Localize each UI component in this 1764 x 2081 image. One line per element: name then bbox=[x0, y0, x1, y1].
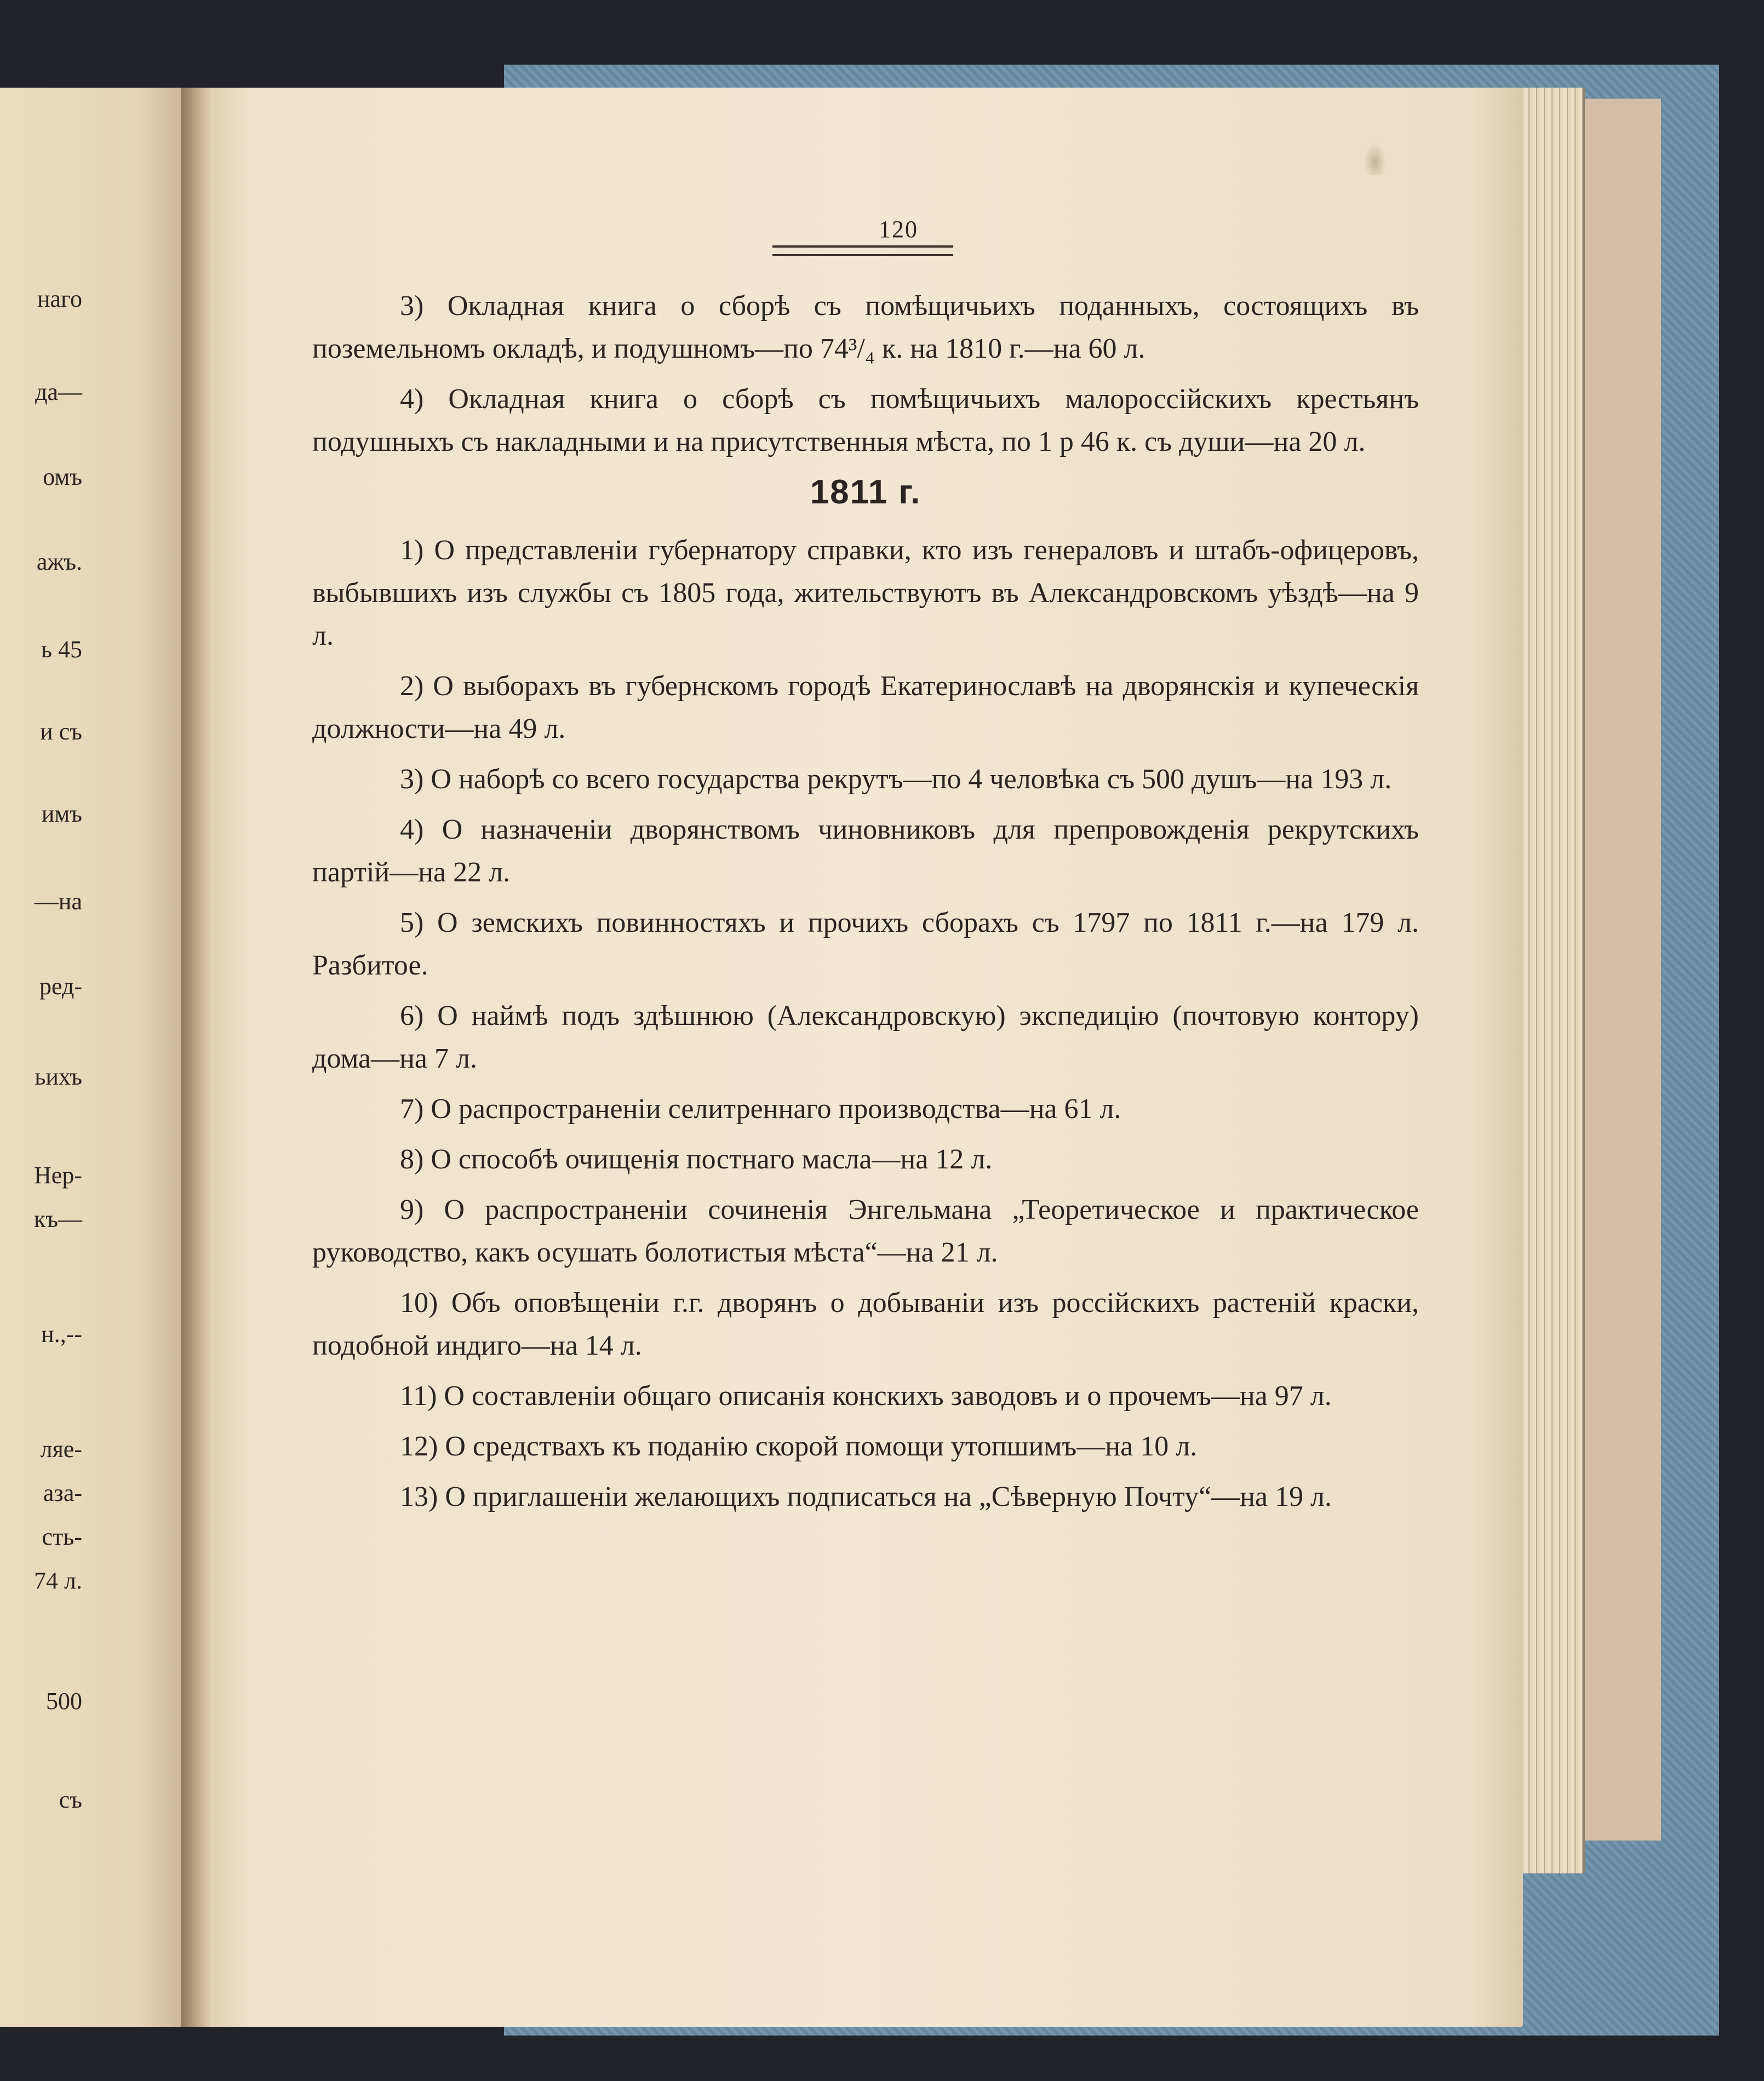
left-line: сть- bbox=[42, 1523, 82, 1550]
book-back-cover bbox=[1578, 99, 1661, 1841]
year-heading: 1811 г. bbox=[810, 473, 921, 511]
paragraph: 13) О приглашеніи желающихъ подписаться на „Сѣверную Почту“—на 19 л. bbox=[400, 1481, 1332, 1512]
left-line: да— bbox=[35, 379, 82, 405]
paragraph: 12) О средствахъ къ поданію скорой помощи утопшимъ—на 10 л. bbox=[400, 1431, 1198, 1462]
paragraph: 5) О земскихъ повинностяхъ и прочихъ сборахъ съ 1797 по 1811 г.—на 179 л. Разбитое. bbox=[312, 907, 1419, 981]
page-edges bbox=[1517, 88, 1585, 1873]
paragraph: 7) О распространеніи селитреннаго производства—на 61 л. bbox=[400, 1093, 1121, 1125]
left-line: аза- bbox=[43, 1480, 82, 1506]
paragraph: 6) О наймѣ подъ здѣшнюю (Александровскую) экспедицію (почтовую контору) дома—на 7 л. bbox=[312, 1000, 1419, 1074]
left-line: н.,-- bbox=[41, 1321, 82, 1348]
left-page bbox=[0, 88, 197, 2027]
left-line: ь 45 bbox=[41, 636, 82, 663]
left-line: ред- bbox=[39, 973, 82, 1000]
left-line: 500 bbox=[46, 1688, 82, 1715]
paragraph: 4) О назначеніи дворянствомъ чиновниковъ для препровожденія рекрутскихъ партій—на 22 л. bbox=[312, 814, 1419, 888]
paragraph: 10) Объ оповѣщеніи г.г. дворянъ о добываніи изъ россійскихъ растеній краски, подобной индиго—на 14 л. bbox=[312, 1287, 1419, 1361]
paragraph: 1) О представленіи губернатору справки, кто изъ генераловъ и штабъ-офицеровъ, выбывшихъ изъ службы съ 1805 года, жительствуютъ въ Александровскомъ уѣздѣ—на 9 л. bbox=[312, 535, 1419, 651]
page-number-rule bbox=[772, 245, 953, 256]
paragraph: 3) О наборѣ со всего государства рекрутъ—по 4 человѣка съ 500 душъ—на 193 л. bbox=[400, 764, 1392, 795]
page-body bbox=[312, 285, 1419, 1526]
left-line: ажъ. bbox=[36, 548, 82, 575]
left-line: 74 л. bbox=[34, 1567, 82, 1594]
paragraph: 9) О распространеніи сочиненія Энгельмана „Теоретическое и практическое руководство, какъ осушать болотистыя мѣста“—на 21 л. bbox=[312, 1194, 1419, 1268]
left-line: омъ bbox=[43, 463, 82, 490]
page-number: 120 bbox=[879, 216, 918, 243]
left-line: съ bbox=[59, 1786, 82, 1813]
paragraph: 11) О составленіи общаго описанія конскихъ заводовъ и о прочемъ—на 97 л. bbox=[400, 1380, 1332, 1412]
left-line: къ— bbox=[33, 1206, 82, 1232]
paragraph: 8) О способѣ очищенія постнаго масла—на 12 л. bbox=[400, 1144, 993, 1175]
stain-mark-icon bbox=[1364, 142, 1386, 175]
book-gutter bbox=[181, 88, 214, 2027]
left-line: ьихъ bbox=[35, 1063, 82, 1090]
paragraph: 4) Окладная книга о сборѣ съ помѣщичьихъ малороссійскихъ крестьянъ подушныхъ съ накладными и на присутственныя мѣста, по 1 р 46 к. съ души—на 20 л. bbox=[312, 383, 1419, 457]
left-line: ляе- bbox=[40, 1436, 82, 1463]
paragraph: 3) Окладная книга о сборѣ съ помѣщичьихъ поданныхъ, состоящихъ въ поземельномъ окладѣ, и подушномъ—по 74³/₄ к. на 1810 г.—на 60 л. bbox=[312, 290, 1419, 364]
left-line: имъ bbox=[41, 800, 82, 827]
left-line: наго bbox=[37, 285, 82, 312]
left-line: —на bbox=[34, 888, 82, 915]
left-line: и съ bbox=[40, 718, 82, 745]
paragraph: 2) О выборахъ въ губернскомъ городѣ Екатеринославѣ на дворянскія и купеческія должности—на 49 л. bbox=[312, 670, 1419, 744]
left-line: Нер- bbox=[34, 1162, 82, 1189]
